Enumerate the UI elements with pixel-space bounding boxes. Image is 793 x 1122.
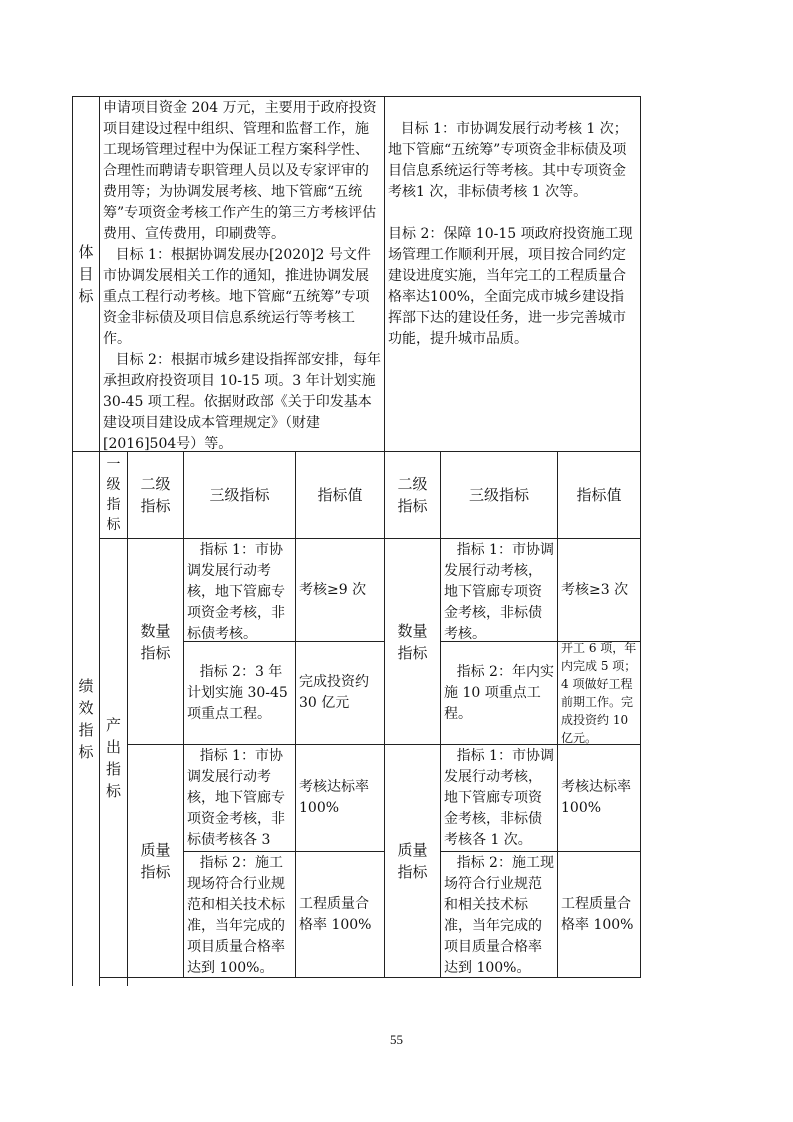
header-level2-right: 二级指标 bbox=[384, 451, 441, 539]
header-level2-left: 二级指标 bbox=[127, 451, 184, 539]
goal-title-cell bbox=[72, 96, 100, 452]
left-goal-paragraph: 申请项目资金 204 万元，主要用于政府投资项目建设过程中组织、管理和监督工作，施工现场管理过程中为保证工程方案科学性、合理性而聘请专职管理人员以及专家评审的费用等；为协调发展考核、地下管廊“五统筹”专项资金考核工作产生的第三方考核评估费用、宣传费用，印刷费等。 bbox=[103, 100, 377, 242]
performance-title: 绩效指标 bbox=[78, 677, 94, 761]
left-goal-paragraph: 目标 1：根据协调发展办[2020]2 号文件市协调发展相关工作的通知，推进协调发展重点工程行动考核。地下管廊“五统筹”专项资金非标债及项目信息系统运行等考核工作。 bbox=[103, 247, 371, 347]
right-goal-paragraph: 目标 2：保障 10-15 项政府投资施工现场管理工作顺利开展，项目按合同约定建设进度实施，当年完工的工程质量合格率达100%，全面完成市城乡建设指挥部下达的建设任务，进一步完善城市功能，提升城市品质。 bbox=[388, 226, 633, 347]
left-goal-cell bbox=[99, 96, 385, 452]
header-value-left: 指标值 bbox=[295, 451, 385, 539]
right-quality-cell: 质量指标 bbox=[384, 744, 441, 978]
header-level1: 一级指标 bbox=[99, 451, 128, 539]
right-quantity-cell: 数量指标 bbox=[384, 538, 441, 745]
performance-title-cell bbox=[72, 451, 100, 986]
header-level3-left: 三级指标 bbox=[183, 451, 296, 539]
left-quantity-cell: 数量指标 bbox=[127, 538, 184, 745]
right-quality-value-2: 工程质量合格率 100% bbox=[557, 851, 641, 978]
left-quality-value-1: 考核达标率100% bbox=[295, 744, 385, 852]
right-goal-cell bbox=[384, 96, 641, 452]
right-quantity-indicator-1: 指标 1：市协调发展行动考核，地下管廊专项资金考核，非标债考核。 bbox=[440, 538, 558, 642]
goal-title: 体目标 bbox=[78, 243, 94, 305]
right-quality-value-1: 考核达标率100% bbox=[557, 744, 641, 852]
output-indicator-cell bbox=[99, 538, 128, 978]
right-quantity-indicator-2: 指标 2：年内实施 10 项重点工程。 bbox=[440, 641, 558, 745]
left-goal-paragraph: 目标 2：根据市城乡建设指挥部安排，每年承担政府投资项目 10-15 项。3 年计划实施 30-45 项工程。依据财政部《关于印发基本建设项目建设成本管理规定》（财建[2016]504号）等。 bbox=[103, 352, 381, 452]
left-quantity-indicator-2: 指标 2：3 年计划实施 30-45 项重点工程。 bbox=[183, 641, 296, 745]
right-quantity-value-2: 开工 6 项，年内完成 5 项；4 项做好工程前期工作。完成投资约 10 亿元。 bbox=[557, 641, 641, 745]
table-continuation-strip bbox=[99, 977, 128, 986]
left-quantity-value-1: 考核≥9 次 bbox=[295, 538, 385, 642]
right-quality-indicator-1: 指标 1：市协调发展行动考核，地下管廊专项资金考核，非标债考核各 1 次。 bbox=[440, 744, 558, 852]
page-number: 55 bbox=[390, 1032, 403, 1047]
header-level3-right: 三级指标 bbox=[440, 451, 558, 539]
right-quantity-value-1: 考核≥3 次 bbox=[557, 538, 641, 642]
header-value-right: 指标值 bbox=[557, 451, 641, 539]
left-quality-indicator-2: 指标 2：施工现场符合行业规范和相关技术标准，当年完成的项目质量合格率达到 100%。 bbox=[183, 851, 296, 978]
left-quality-indicator-1: 指标 1：市协调发展行动考核，地下管廊专项资金考核，非标债考核各 3 bbox=[183, 744, 296, 852]
right-quality-indicator-2: 指标 2：施工现场符合行业规范和相关技术标准，当年完成的项目质量合格率达到 100%。 bbox=[440, 851, 558, 978]
right-goal-paragraph: 目标 1：市协调发展行动考核 1 次；地下管廊“五统筹”专项资金非标债及项目信息系统运行等考核。其中专项资金考核1 次，非标债考核 1 次等。 bbox=[388, 121, 628, 200]
output-indicator-label: 产出指标 bbox=[105, 716, 121, 800]
left-quality-value-2: 工程质量合格率 100% bbox=[295, 851, 385, 978]
left-quantity-value-2: 完成投资约30 亿元 bbox=[295, 641, 385, 745]
left-quantity-indicator-1: 指标 1：市协调发展行动考核，地下管廊专项资金考核，非标债考核。 bbox=[183, 538, 296, 642]
left-quality-cell: 质量指标 bbox=[127, 744, 184, 978]
